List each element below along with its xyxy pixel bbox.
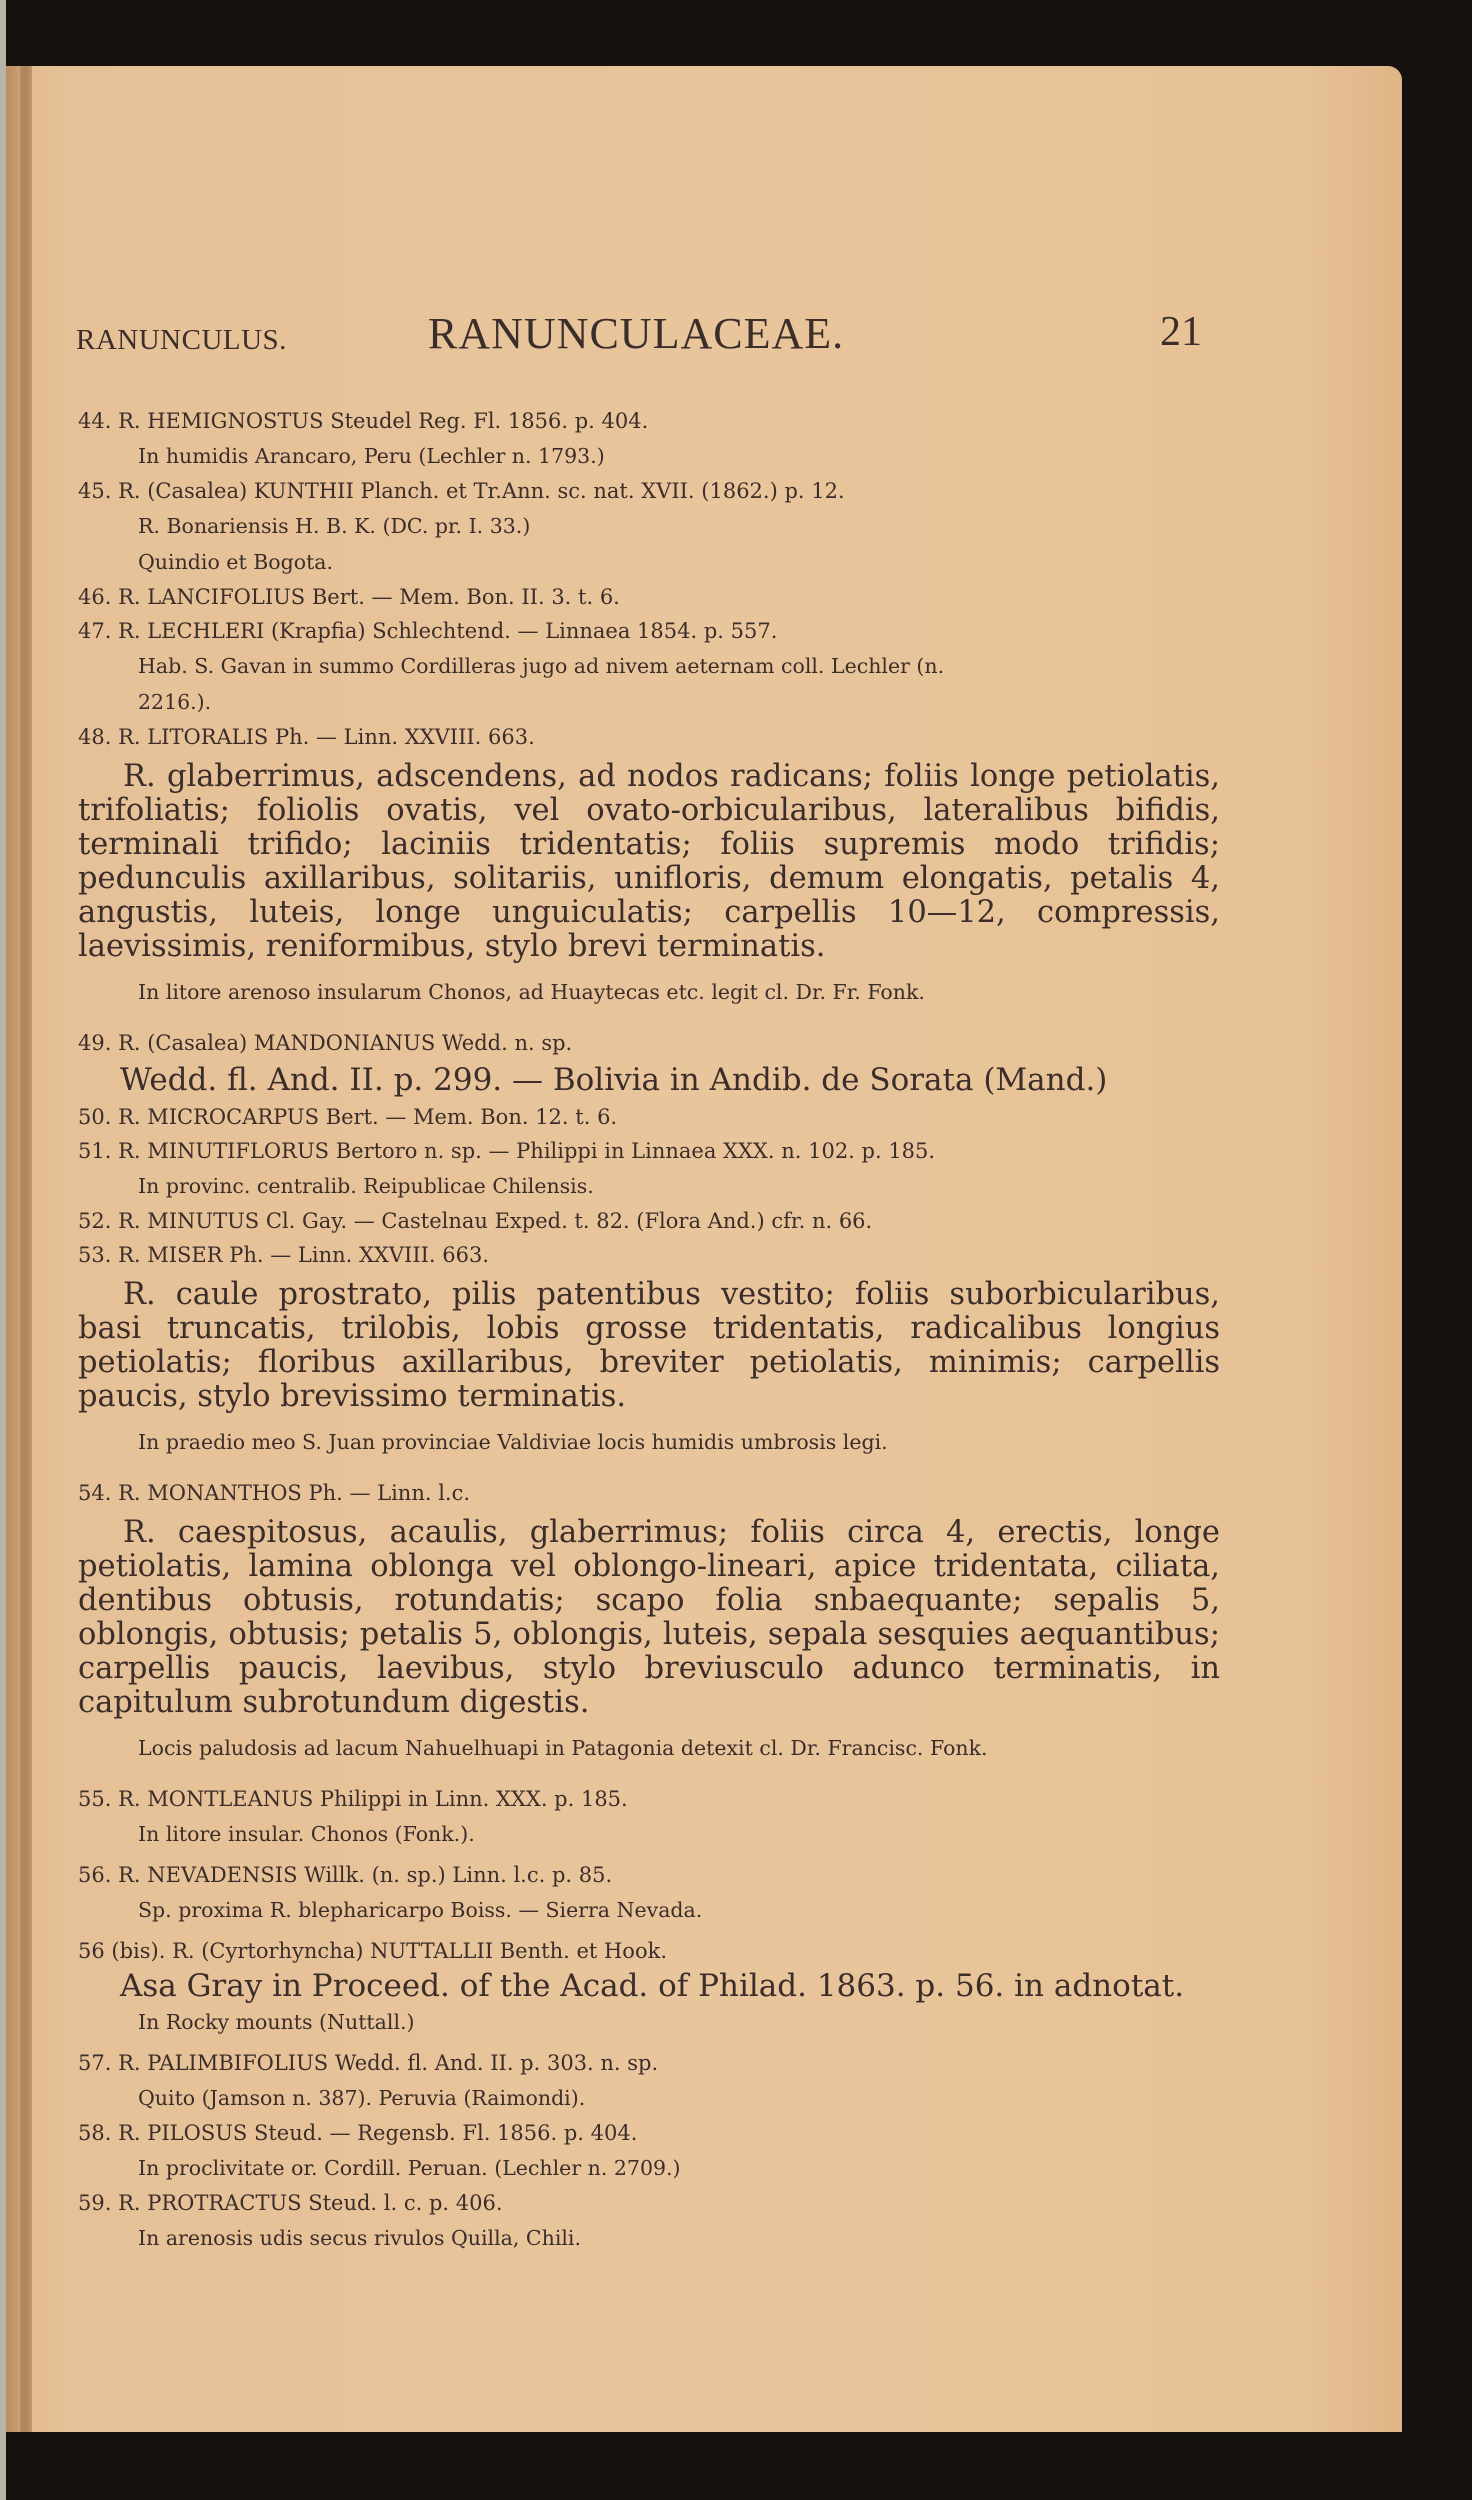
entry-note: Quindio et Bogota. (138, 550, 334, 574)
entry-reference: Wedd. fl. And. II. p. 299. — Bolivia in Andib. de Sorata (Mand.) (120, 1062, 1108, 1098)
species-entry-53 (78, 1238, 1220, 1460)
entry-heading: 59. R. PROTRACTUS Steud. l. c. p. 406. (78, 2191, 503, 2215)
species-entry-56-bis (78, 1934, 1220, 2040)
species-list (78, 404, 1220, 2256)
entry-note: In proclivitate or. Cordill. Peruan. (Lechler n. 2709.) (138, 2156, 681, 2180)
entry-note: Hab. S. Gavan in summo Cordilleras jugo ad nivem aeternam coll. Lechler (n. (138, 654, 945, 678)
entry-note: In litore insular. Chonos (Fonk.). (138, 1822, 475, 1846)
entry-description: R. caespitosus, acaulis, glaberrimus; foliis circa 4, erectis, longe petiolatis, lamina oblonga vel oblongo-lineari, apice tridentata, ciliata, dentibus obtusis, rotundatis; scapo folia snbaequante; sepalis 5, oblongis, obtusis; petalis 5, oblongis, luteis, sepala sesquies aequantibus; carpellis paucis, laevibus, stylo breviusculo adunco terminatis, in capitulum subrotundum digestis. (78, 1515, 1220, 1720)
entry-heading: 48. R. LITORALIS Ph. — Linn. XXVIII. 663. (78, 725, 535, 749)
entry-heading: 56 (bis). R. (Cyrtorhyncha) NUTTALLII Benth. et Hook. (78, 1939, 667, 1963)
species-entry-56 (78, 1858, 1220, 1928)
entry-heading: 45. R. (Casalea) KUNTHII Planch. et Tr.Ann. sc. nat. XVII. (1862.) p. 12. (78, 479, 845, 503)
entry-heading: 53. R. MISER Ph. — Linn. XXVIII. 663. (78, 1243, 490, 1267)
species-entry-51 (78, 1134, 1220, 1204)
entry-heading: 51. R. MINUTIFLORUS Bertoro n. sp. — Philippi in Linnaea XXX. n. 102. p. 185. (78, 1139, 936, 1163)
entry-note: In Rocky mounts (Nuttall.) (138, 2010, 415, 2034)
species-entry-44 (78, 404, 1220, 474)
entry-heading: 55. R. MONTLEANUS Philippi in Linn. XXX. p. 185. (78, 1787, 628, 1811)
species-entry-45 (78, 474, 1220, 580)
entry-description: R. glaberrimus, adscendens, ad nodos radicans; foliis longe petiolatis, trifoliatis; foliolis ovatis, vel ovato-orbicularibus, lateralibus bifidis, terminali trifido; laciniis tridentatis; foliis supremis modo trifidis; pedunculis axillaribus, solitariis, unifloris, demum elongatis, petalis 4, angustis, luteis, longe unguiculatis; carpellis 10—12, compressis, laevissimis, reniformibus, stylo brevi terminatis. (78, 759, 1220, 964)
entry-description: R. caule prostrato, pilis patentibus vestito; foliis suborbicularibus, basi truncatis, trilobis, lobis grosse tridentatis, radicalibus longius petiolatis; floribus axillaribus, breviter petiolatis, minimis; carpellis paucis, stylo brevissimo terminatis. (78, 1277, 1220, 1414)
page-gutter-shadow (20, 66, 32, 2432)
entry-note: In praedio meo S. Juan provinciae Valdiviae locis humidis umbrosis legi. (138, 1430, 888, 1454)
entry-note: Quito (Jamson n. 387). Peruvia (Raimondi). (138, 2086, 586, 2110)
book-page (6, 66, 1402, 2432)
entry-heading: 46. R. LANCIFOLIUS Bert. — Mem. Bon. II. 3. t. 6. (78, 585, 620, 609)
species-entry-55 (78, 1782, 1220, 1852)
species-entry-50 (78, 1100, 1220, 1134)
entry-note-continued: 2216.). (138, 690, 212, 714)
species-entry-57 (78, 2046, 1220, 2116)
entry-note: Locis paludosis ad lacum Nahuelhuapi in Patagonia detexit cl. Dr. Francisc. Fonk. (138, 1736, 988, 1760)
entry-heading: 56. R. NEVADENSIS Willk. (n. sp.) Linn. l.c. p. 85. (78, 1863, 613, 1887)
entry-note: In litore arenoso insularum Chonos, ad Huaytecas etc. legit cl. Dr. Fr. Fonk. (138, 980, 925, 1004)
page-number: 21 (1160, 309, 1202, 355)
species-entry-48 (78, 720, 1220, 1010)
running-header (6, 252, 1402, 358)
species-entry-58 (78, 2116, 1220, 2186)
entry-heading: 44. R. HEMIGNOSTUS Steudel Reg. Fl. 1856. p. 404. (78, 409, 649, 433)
entry-note: In humidis Arancaro, Peru (Lechler n. 1793.) (138, 444, 605, 468)
running-head-genus: RANUNCULUS. (76, 324, 287, 356)
entry-heading: 47. R. LECHLERI (Krapfia) Schlechtend. — Linnaea 1854. p. 557. (78, 619, 778, 643)
entry-note: In provinc. centralib. Reipublicae Chilensis. (138, 1174, 594, 1198)
species-entry-46 (78, 580, 1220, 614)
species-entry-59 (78, 2186, 1220, 2256)
species-entry-49 (78, 1026, 1220, 1100)
entry-note: Sp. proxima R. blepharicarpo Boiss. — Sierra Nevada. (138, 1898, 703, 1922)
entry-heading: 49. R. (Casalea) MANDONIANUS Wedd. n. sp. (78, 1031, 573, 1055)
entry-heading: 58. R. PILOSUS Steud. — Regensb. Fl. 1856. p. 404. (78, 2121, 638, 2145)
entry-heading: 54. R. MONANTHOS Ph. — Linn. l.c. (78, 1481, 471, 1505)
entry-note: In arenosis udis secus rivulos Quilla, Chili. (138, 2226, 582, 2250)
species-entry-47 (78, 614, 1220, 720)
entry-heading: 52. R. MINUTUS Cl. Gay. — Castelnau Exped. t. 82. (Flora And.) cfr. n. 66. (78, 1209, 873, 1233)
running-head-family: RANUNCULACEAE. (428, 309, 845, 358)
entry-synonym: R. Bonariensis H. B. K. (DC. pr. I. 33.) (138, 514, 531, 538)
species-entry-52 (78, 1204, 1220, 1238)
species-entry-54 (78, 1476, 1220, 1766)
entry-heading: 50. R. MICROCARPUS Bert. — Mem. Bon. 12. t. 6. (78, 1105, 618, 1129)
entry-reference: Asa Gray in Proceed. of the Acad. of Philad. 1863. p. 56. in adnotat. (120, 1968, 1185, 2004)
entry-heading: 57. R. PALIMBIFOLIUS Wedd. fl. And. II. p. 303. n. sp. (78, 2051, 659, 2075)
